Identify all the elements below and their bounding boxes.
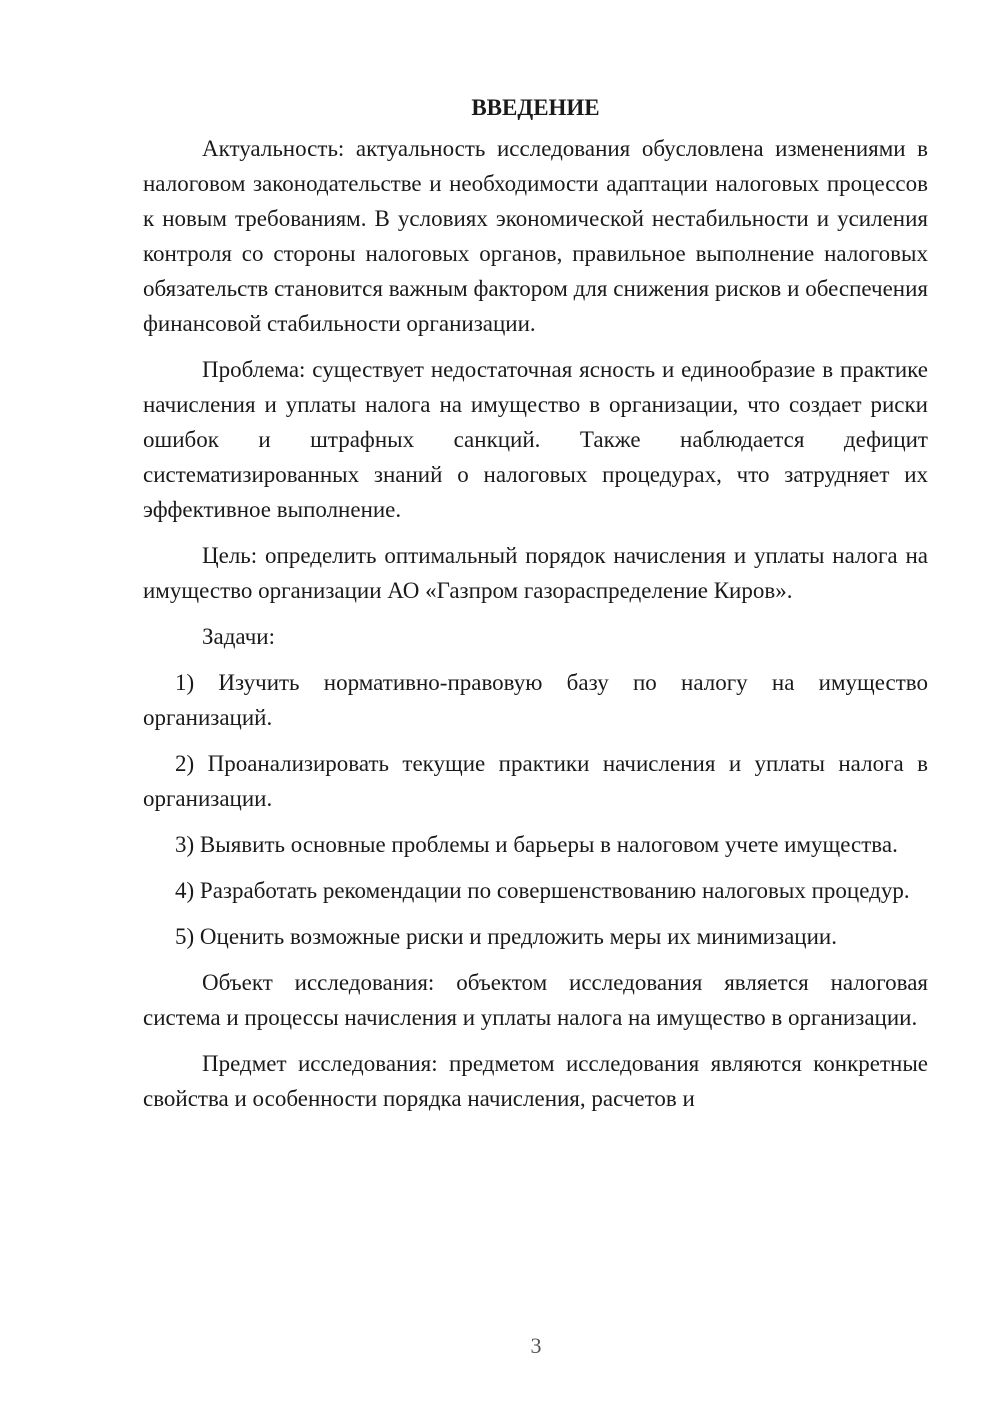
page-content xyxy=(143,90,928,1127)
task-item-2: 2) Проанализировать текущие практики начисления и уплаты налога в организации. xyxy=(143,751,928,811)
task-item-1: 1) Изучить нормативно-правовую базу по налогу на имущество организаций. xyxy=(143,670,928,730)
section-heading: ВВЕДЕНИЕ xyxy=(471,95,600,120)
paragraph-problem: Проблема: существует недостаточная ясность и единообразие в практике начисления и уплаты налога на имущество в организации, что создает риски ошибок и штрафных санкций. Также наблюдается дефицит систематизированных знаний о налоговых процедурах, что затрудняет их эффективное выполнение. xyxy=(143,357,928,522)
paragraph-object: Объект исследования: объектом исследования является налоговая система и процессы начисления и уплаты налога на имущество в организации. xyxy=(143,970,928,1030)
paragraph-goal: Цель: определить оптимальный порядок начисления и уплаты налога на имущество организации АО «Газпром газораспределение Киров». xyxy=(143,543,928,603)
paragraph-subject: Предмет исследования: предметом исследования являются конкретные свойства и особенности порядка начисления, расчетов и xyxy=(143,1051,928,1111)
tasks-label: Задачи: xyxy=(202,624,275,649)
paragraph-relevance: Актуальность: актуальность исследования обусловлена изменениями в налоговом законодательстве и необходимости адаптации налоговых процессов к новым требованиям. В условиях экономической нестабильности и усиления контроля со стороны налоговых органов, правильное выполнение налоговых обязательств становится важным фактором для снижения рисков и обеспечения финансовой стабильности организации. xyxy=(143,136,928,336)
task-item-3: 3) Выявить основные проблемы и барьеры в налоговом учете имущества. xyxy=(175,832,898,857)
page-number: 3 xyxy=(530,1333,542,1358)
task-item-4: 4) Разработать рекомендации по совершенствованию налоговых процедур. xyxy=(175,878,910,903)
task-item-5: 5) Оценить возможные риски и предложить меры их минимизации. xyxy=(175,924,837,949)
